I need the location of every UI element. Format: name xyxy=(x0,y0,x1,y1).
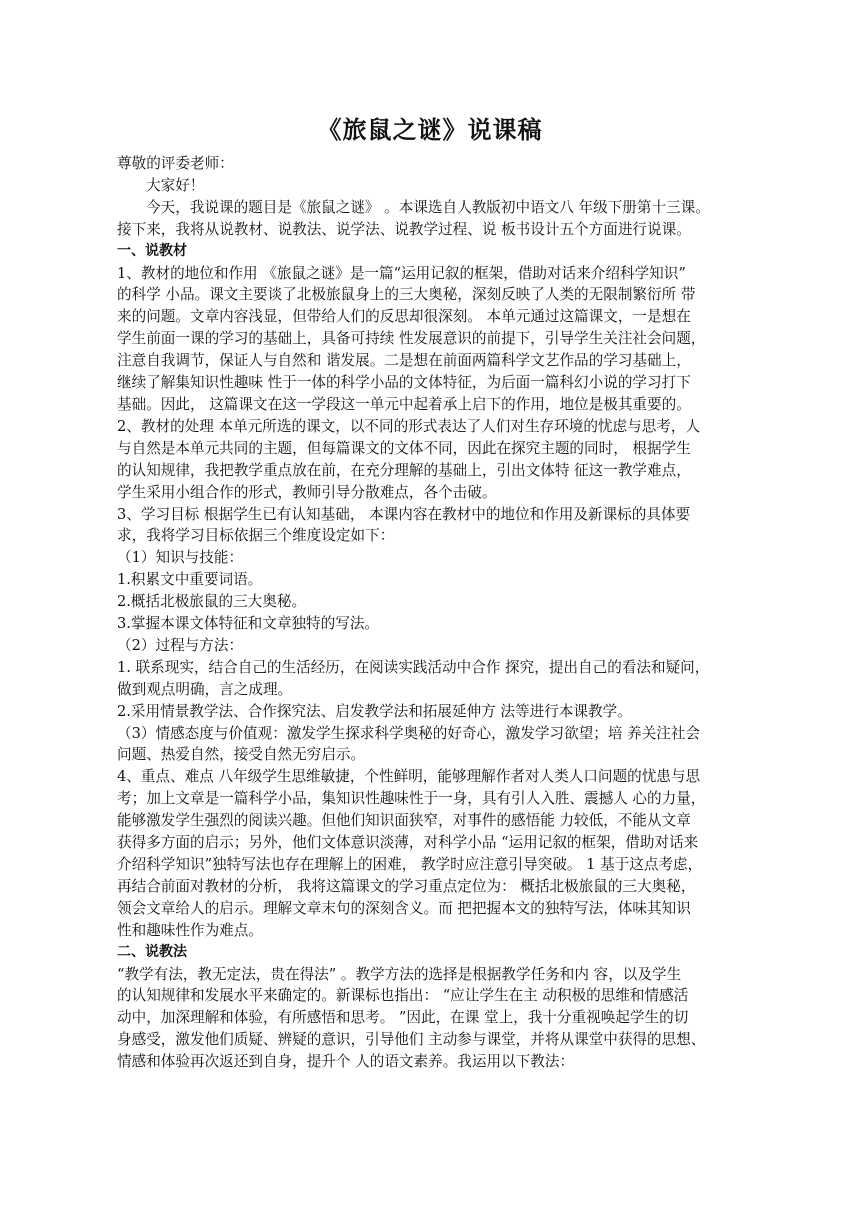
paragraph-line: 1、教材的地位和作用 《旅鼠之谜》是一篇“运用记叙的框架，借助对话来介绍科学知识” xyxy=(117,264,686,282)
paragraph-line: 的科学 小品。课文主要谈了北极旅鼠身上的三大奥秘，深刻反映了人类的无限制繁衍所 带 xyxy=(117,286,696,304)
paragraph-line: 身感受，激发他们质疑、辨疑的意识，引导他们 主动参与课堂，并将从课堂中获得的思想、 xyxy=(117,1031,706,1049)
paragraph-line: 再结合前面对教材的分析， 我将这篇课文的学习重点定位为： 概括北极旅鼠的三大奥秘， xyxy=(117,877,696,895)
paragraph-line: 与自然是本单元共同的主题，但每篇课文的文体不同，因此在探究主题的同时， 根据学生 xyxy=(117,439,691,457)
paragraph-line: 3、学习目标 根据学生已有认知基础， 本课内容在教材中的地位和作用及新课标的具体要 xyxy=(117,505,691,523)
paragraph-line: 今天，我说课的题目是《旅鼠之谜》 。本课选自人教版初中语文八 年级下册第十三课。 xyxy=(146,198,710,216)
paragraph-line: 情感和体验再次返还到自身，提升个 人的语文素养。我运用以下教法： xyxy=(117,1053,575,1071)
paragraph-line: 能够激发学生强烈的阅读兴趣。但他们知识面狭窄，对事件的感悟能 力较低，不能从文章 xyxy=(117,812,691,830)
section-heading: 一、说教材 xyxy=(117,242,187,259)
subheading: （2）过程与方法： xyxy=(117,636,244,654)
salutation: 尊敬的评委老师： xyxy=(117,155,234,172)
subheading: （3）情感态度与价值观：激发学生探求科学奥秘的好奇心，激发学习欲望；培 养关注社会 xyxy=(117,724,701,742)
paragraph-line: 求，我将学习目标依据三个维度设定如下： xyxy=(117,527,395,545)
paragraph-line: “教学有法，教无定法，贵在得法” 。教学方法的选择是根据教学任务和内 容，以及学生 xyxy=(117,965,682,983)
paragraph-line: 动中，加深理解和体验，有所感悟和思考。 ”因此，在课 堂上，我十分重视唤起学生的切 xyxy=(117,1009,689,1027)
paragraph-line: 考；加上文章是一篇科学小品，集知识性趣味性于一身，具有引人入胜、震撼人 心的力量， xyxy=(117,790,706,808)
paragraph-line: 获得多方面的启示；另外，他们文体意识淡薄，对科学小品 “运用记叙的框架，借助对话来 xyxy=(117,834,699,852)
paragraph-line: 问题、热爱自然，接受自然无穷启示。 xyxy=(117,746,366,764)
paragraph-line: 接下来，我将从说教材、说教法、说学法、说教学过程、说 板书设计五个方面进行说课。 xyxy=(117,220,691,238)
page-title: 《旅鼠之谜》说课稿 xyxy=(317,116,543,144)
paragraph-line: 2、教材的处理 本单元所选的课文，以不同的形式表达了人们对生存环境的忧虑与思考，人 xyxy=(117,417,701,435)
list-item: 1.积累文中重要词语。 xyxy=(117,571,263,589)
list-item: 2.采用情景教学法、合作探究法、启发教学法和拓展延伸方 法等进行本课教学。 xyxy=(117,702,632,720)
paragraph-line: 注意自我调节，保证人与自然和 谐发展。二是想在前面两篇科学文艺作品的学习基础上， xyxy=(117,352,691,370)
paragraph-line: 4、重点、难点 八年级学生思维敏捷，个性鲜明，能够理解作者对人类人口问题的忧患与思 xyxy=(117,768,701,786)
paragraph-line: 介绍科学知识”独特写法也存在理解上的困难， 教学时应注意引导突破。 1 基于这点考虑， xyxy=(117,856,703,873)
paragraph-line: 学生采用小组合作的形式，教师引导分散难点，各个击破。 xyxy=(117,483,497,501)
paragraph-line: 学生前面一课的学习的基础上，具备可持续 性发展意识的前提下，引导学生关注社会问题， xyxy=(117,330,706,348)
paragraph-line: 做到观点明确，言之成理。 xyxy=(117,680,293,698)
document-body xyxy=(117,153,737,1073)
list-item: 2.概括北极旅鼠的三大奥秘。 xyxy=(117,593,307,611)
greeting: 大家好！ xyxy=(146,176,205,194)
paragraph-line: 性和趣味性作为难点。 xyxy=(117,921,263,939)
paragraph-line: 继续了解集知识性趣味 性于一体的科学小品的文体特征，为后面一篇科幻小说的学习打下 xyxy=(117,374,691,392)
paragraph-line: 的认知规律，我把教学重点放在前，在充分理解的基础上，引出文体特 征这一教学难点， xyxy=(117,461,691,479)
list-item: 3.掌握本课文体特征和文章独特的写法。 xyxy=(117,615,380,633)
paragraph-line: 的认知规律和发展水平来确定的。新课标也指出： “应让学生在主 动积极的思维和情感活 xyxy=(117,987,689,1005)
paragraph-line: 来的问题。文章内容浅显，但带给人们的反思却很深刻。 本单元通过这篇课文，一是想在 xyxy=(117,308,691,326)
paragraph-line: 领会文章给人的启示。理解文章末句的深刻含义。而 把把握本文的独特写法，体味其知识 xyxy=(117,899,691,917)
list-item: 1. 联系现实，结合自己的生活经历，在阅读实践活动中合作 探究，提出自己的看法和疑问， xyxy=(117,658,710,676)
section-heading: 二、说教法 xyxy=(117,943,187,960)
subheading: （1）知识与技能： xyxy=(117,549,244,567)
paragraph-line: 基础。因此， 这篇课文在这一学段这一单元中起着承上启下的作用，地位是极其重要的。 xyxy=(117,395,691,413)
